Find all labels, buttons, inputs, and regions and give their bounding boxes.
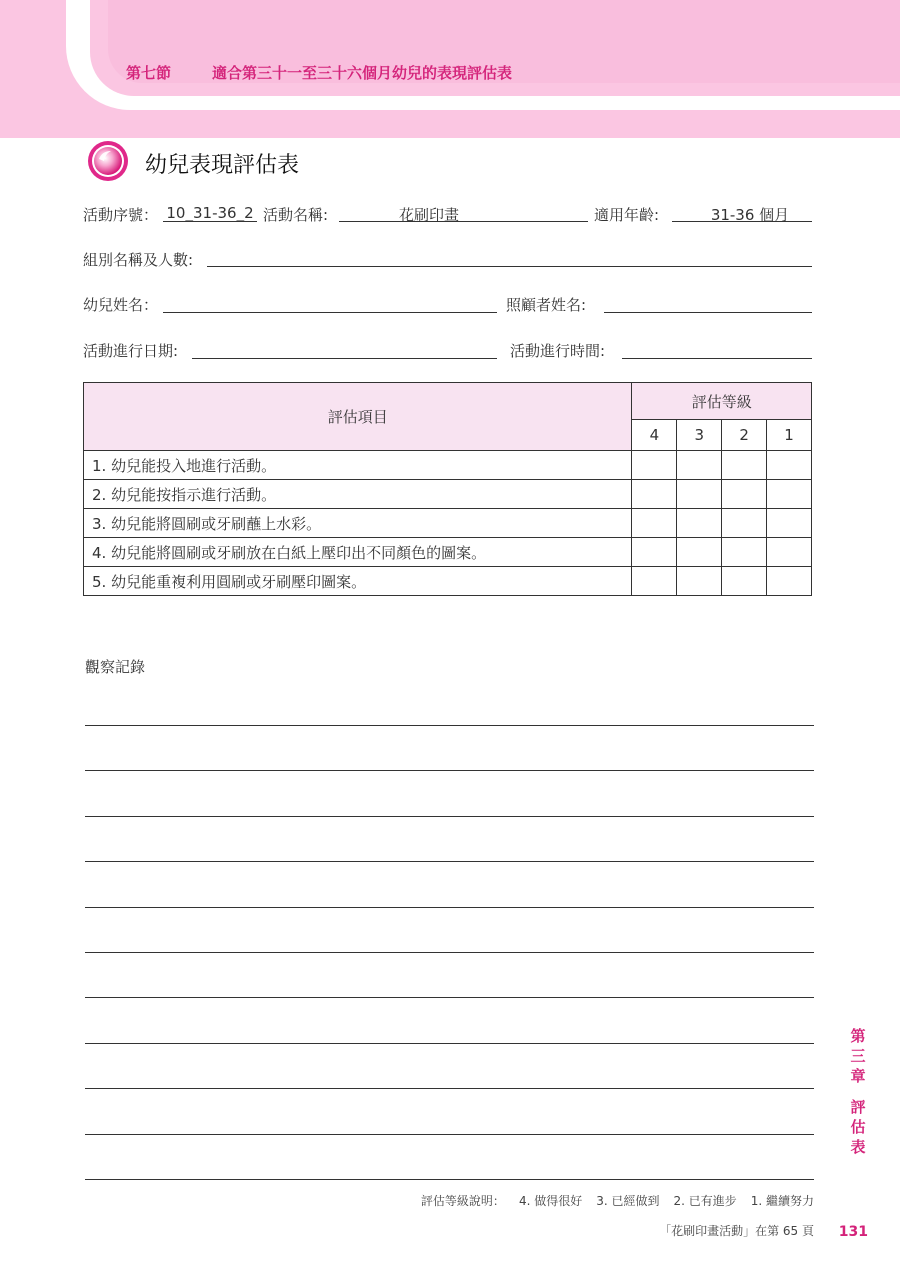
section-title: 適合第三十一至三十六個月幼兒的表現評估表 <box>212 64 513 82</box>
date-label: 活動進行日期: <box>83 342 179 360</box>
observation-line[interactable] <box>85 770 814 771</box>
time-line <box>622 358 812 359</box>
date-line <box>192 358 497 359</box>
carer-name-label: 照顧者姓名: <box>506 296 587 314</box>
group-label: 組別名稱及人數: <box>83 251 194 269</box>
table-row <box>84 538 812 567</box>
item-text: 3. 幼兒能將圓刷或牙刷蘸上水彩。 <box>84 509 632 538</box>
legend-item: 4. 做得很好 <box>518 1194 583 1208</box>
age-value: 31-36 個月 <box>710 206 790 224</box>
observation-line[interactable] <box>85 1043 814 1044</box>
table-row <box>84 480 812 509</box>
grade-cell[interactable] <box>632 480 677 509</box>
grade-cell[interactable] <box>677 538 722 567</box>
observation-line[interactable] <box>85 907 814 908</box>
legend-item: 3. 已經做到 <box>596 1194 660 1208</box>
side-section-label: 評估表 <box>850 1098 866 1156</box>
section-number: 第七節 <box>126 64 172 82</box>
grade-cell[interactable] <box>677 480 722 509</box>
group-line <box>207 266 812 267</box>
observation-label: 觀察記錄 <box>85 658 146 676</box>
table-row <box>84 451 812 480</box>
observation-line[interactable] <box>85 952 814 953</box>
observation-line[interactable] <box>85 861 814 862</box>
item-header: 評估項目 <box>84 383 632 451</box>
child-name-label: 幼兒姓名： <box>83 296 159 314</box>
grade-cell[interactable] <box>722 480 767 509</box>
page-number: 131 <box>838 1224 868 1240</box>
legend-item: 1. 繼續努力 <box>750 1194 814 1208</box>
grade-cell[interactable] <box>677 451 722 480</box>
grade-cell[interactable] <box>632 509 677 538</box>
observation-line[interactable] <box>85 997 814 998</box>
grade-cell[interactable] <box>632 451 677 480</box>
legend-title: 評估等級說明： <box>420 1194 505 1208</box>
grade-cell[interactable] <box>677 509 722 538</box>
activity-name-value: 花刷印畫 <box>398 206 459 224</box>
form-title: 幼兒表現評估表 <box>145 153 300 178</box>
grade-cell[interactable] <box>767 480 812 509</box>
grade-cell[interactable] <box>722 567 767 596</box>
observation-line[interactable] <box>85 1088 814 1089</box>
item-text: 1. 幼兒能投入地進行活動。 <box>84 451 632 480</box>
grade-cell[interactable] <box>767 567 812 596</box>
item-text: 4. 幼兒能將圓刷或牙刷放在白紙上壓印出不同顏色的圖案。 <box>84 538 632 567</box>
grade-cell[interactable] <box>677 567 722 596</box>
page-reference: 「花刷印畫活動」在第 65 頁 <box>659 1224 814 1238</box>
age-label: 適用年齡: <box>594 206 660 224</box>
level-2-header: 2 <box>722 420 767 451</box>
activity-number-label: 活動序號： <box>83 206 159 224</box>
item-text: 2. 幼兒能按指示進行活動。 <box>84 480 632 509</box>
level-1-header: 1 <box>767 420 812 451</box>
grade-cell[interactable] <box>722 451 767 480</box>
evaluation-table <box>83 382 812 596</box>
carer-name-line <box>604 312 812 313</box>
level-3-header: 3 <box>677 420 722 451</box>
table-row <box>84 567 812 596</box>
activity-name-label: 活動名稱: <box>263 206 329 224</box>
item-text: 5. 幼兒能重複利用圓刷或牙刷壓印圖案。 <box>84 567 632 596</box>
observation-line[interactable] <box>85 725 814 726</box>
legend-item: 2. 已有進步 <box>673 1194 737 1208</box>
observation-line[interactable] <box>85 1179 814 1180</box>
grade-cell[interactable] <box>722 509 767 538</box>
observation-line[interactable] <box>85 1134 814 1135</box>
observation-line[interactable] <box>85 816 814 817</box>
table-row <box>84 509 812 538</box>
time-label: 活動進行時間: <box>510 342 606 360</box>
grade-cell[interactable] <box>632 567 677 596</box>
grade-cell[interactable] <box>767 451 812 480</box>
child-name-line <box>163 312 497 313</box>
activity-number-value: 10_31-36_2 <box>166 204 254 222</box>
grade-cell[interactable] <box>722 538 767 567</box>
grade-cell[interactable] <box>767 509 812 538</box>
level-4-header: 4 <box>632 420 677 451</box>
table-header-row <box>84 383 812 420</box>
side-chapter-label: 第三章 <box>850 1027 866 1085</box>
grade-cell[interactable] <box>632 538 677 567</box>
pink-orb-icon <box>86 139 130 183</box>
grade-legend <box>421 1192 814 1209</box>
grade-header: 評估等級 <box>632 383 812 420</box>
grade-cell[interactable] <box>767 538 812 567</box>
